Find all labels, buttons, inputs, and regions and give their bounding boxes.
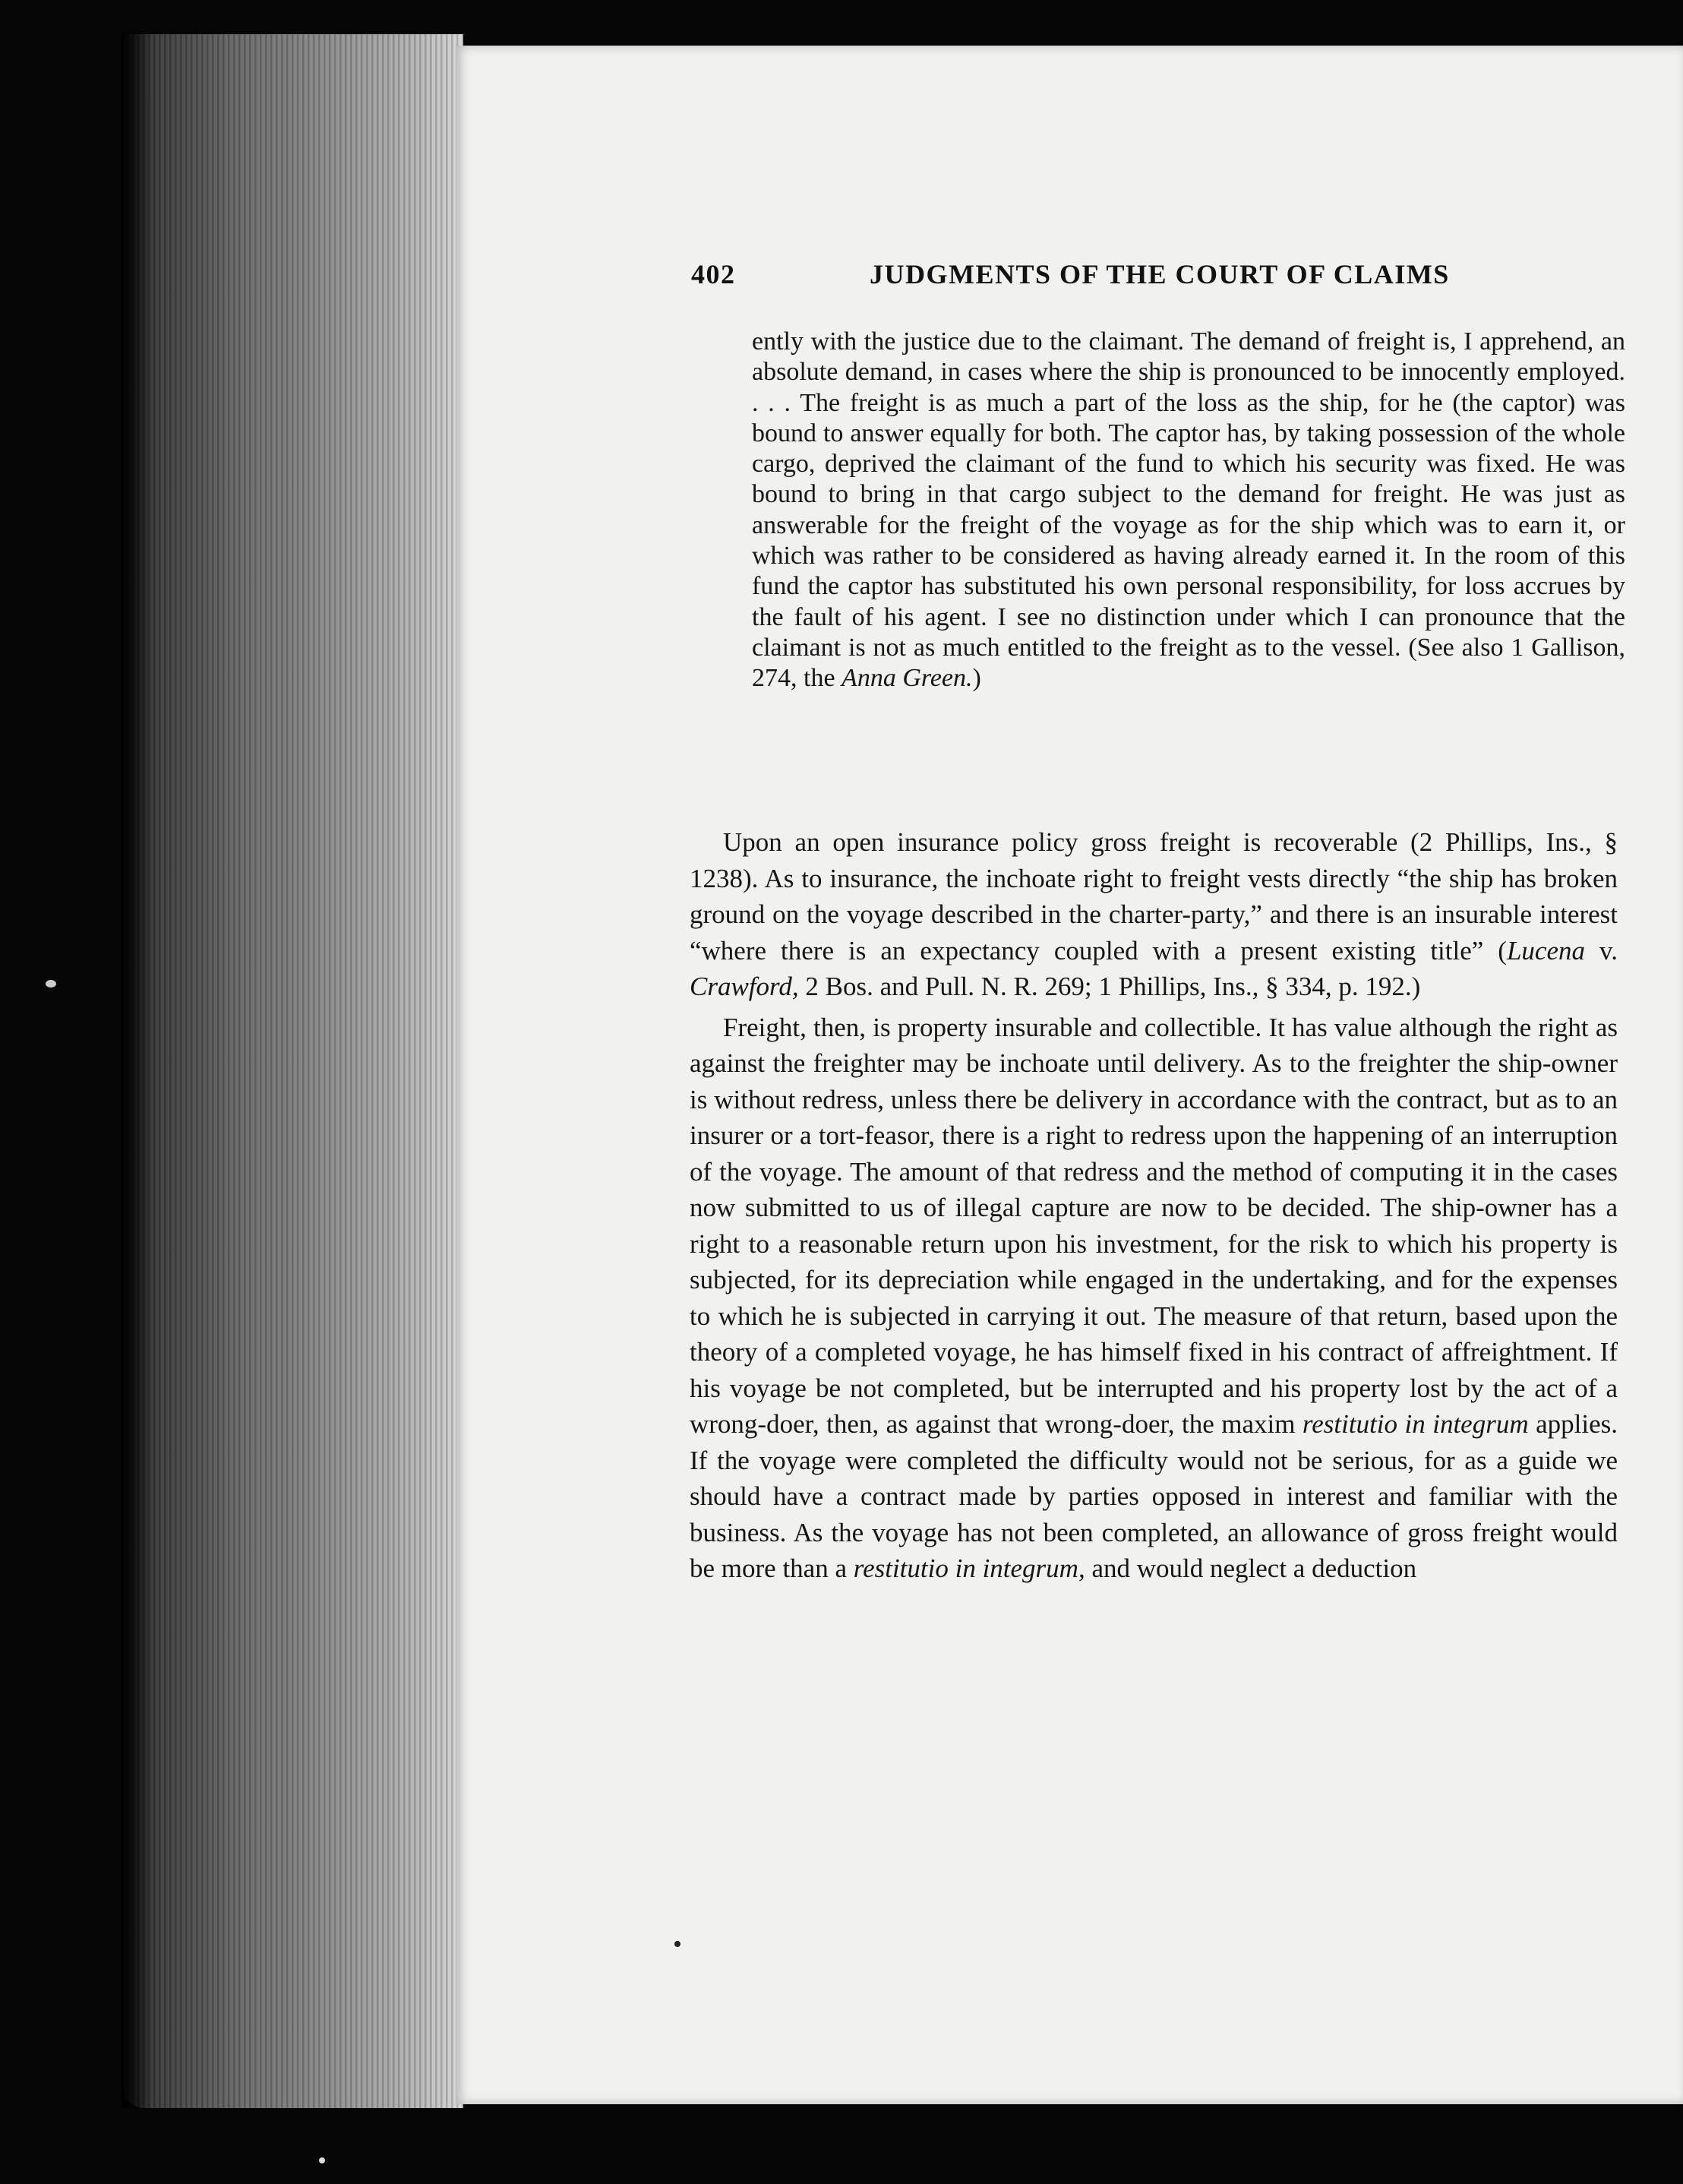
quote-case-name: Anna Green. — [842, 664, 973, 693]
quote-paragraph — [752, 327, 1625, 694]
body-text — [690, 824, 1618, 1587]
case-citation: Lucena — [1506, 935, 1585, 966]
paragraph-text: and would neglect a deduction — [1085, 1553, 1417, 1583]
book-binding-gutter — [122, 34, 463, 2108]
scan-speck — [46, 980, 56, 988]
ink-speck — [674, 1941, 680, 1947]
binding-shadow — [122, 34, 152, 2108]
block-quote — [752, 327, 1625, 694]
paragraph-text: applies. If the voyage were completed the difficulty would not be serious, for as a guide we should have a contract made by parties opposed in interest and familiar with the business. As the voyage has not been completed, an allowance of gross freight would be more than a — [690, 1409, 1618, 1583]
paragraph-text: Upon an open insurance policy gross freight is recoverable (2 Phillips, Ins., § 1238). As to insurance, the inchoate right to freight vests directly “the ship has broken ground on the voyage described in the charter-party,” and there is an insurable interest “where there is an expectancy coupled with a present existing title” ( — [690, 827, 1618, 966]
latin-maxim: restitutio in integrum, — [853, 1553, 1085, 1583]
page-header — [691, 258, 1451, 304]
quote-close: ) — [972, 664, 981, 693]
paragraph-insurance — [690, 824, 1618, 1005]
paragraph-text: Freight, then, is property insurable and collectible. It has value although the right as against the freighter may be inchoate until delivery. As to the freighter the ship-owner is without redress, unless there be delivery in accordance with the contract, but as to an insurer or a tort-feasor, there is a right to redress upon the happening of an interruption of the voyage. The amount of that redress and the method of computing it in the cases now submitted to us of illegal capture are now to be decided. The ship-owner has a right to a reasonable return upon his investment, for the risk to which his property is subjected, for its depreciation while engaged in the undertaking, and for the expenses to which he is subjected in carrying it out. The measure of that return, based upon the theory of a completed voyage, he has himself fixed in his contract of affreightment. If his voyage be not completed, but be interrupted and his property lost by the act of a wrong-doer, then, as against that wrong-doer, the maxim — [690, 1012, 1618, 1439]
running-title: JUDGMENTS OF THE COURT OF CLAIMS — [870, 259, 1450, 289]
paragraph-freight — [690, 1010, 1618, 1587]
scan-speck — [319, 2157, 325, 2163]
case-citation: Crawford, — [690, 972, 799, 1001]
paragraph-text: v. — [1585, 935, 1618, 966]
paragraph-text: 2 Bos. and Pull. N. R. 269; 1 Phillips, Ins., § 334, p. 192.) — [798, 972, 1421, 1001]
page-number: 402 — [691, 259, 736, 289]
latin-maxim: restitutio in integrum — [1302, 1409, 1529, 1439]
quote-text: ently with the justice due to the claimant. The demand of freight is, I apprehend, an absolute demand, in cases where the ship is pronounced to be innocently employed. . . . The freight is as much a part of the loss as the ship, for he (the captor) was bound to answer equally for both. The captor has, by taking possession of the whole cargo, deprived the claimant of the fund to which his security was fixed. He was bound to bring in that cargo subject to the demand for freight. He was just as answerable for the freight of the voyage as for the ship which was to earn it, or which was rather to be considered as having already earned it. In the room of this fund the captor has substituted his own personal responsibility, for loss accrues by the fault of his agent. I see no distinction under which I can pronounce that the claimant is not as much entitled to the freight as to the vessel. (See also 1 Gallison, 274, the — [752, 327, 1625, 693]
